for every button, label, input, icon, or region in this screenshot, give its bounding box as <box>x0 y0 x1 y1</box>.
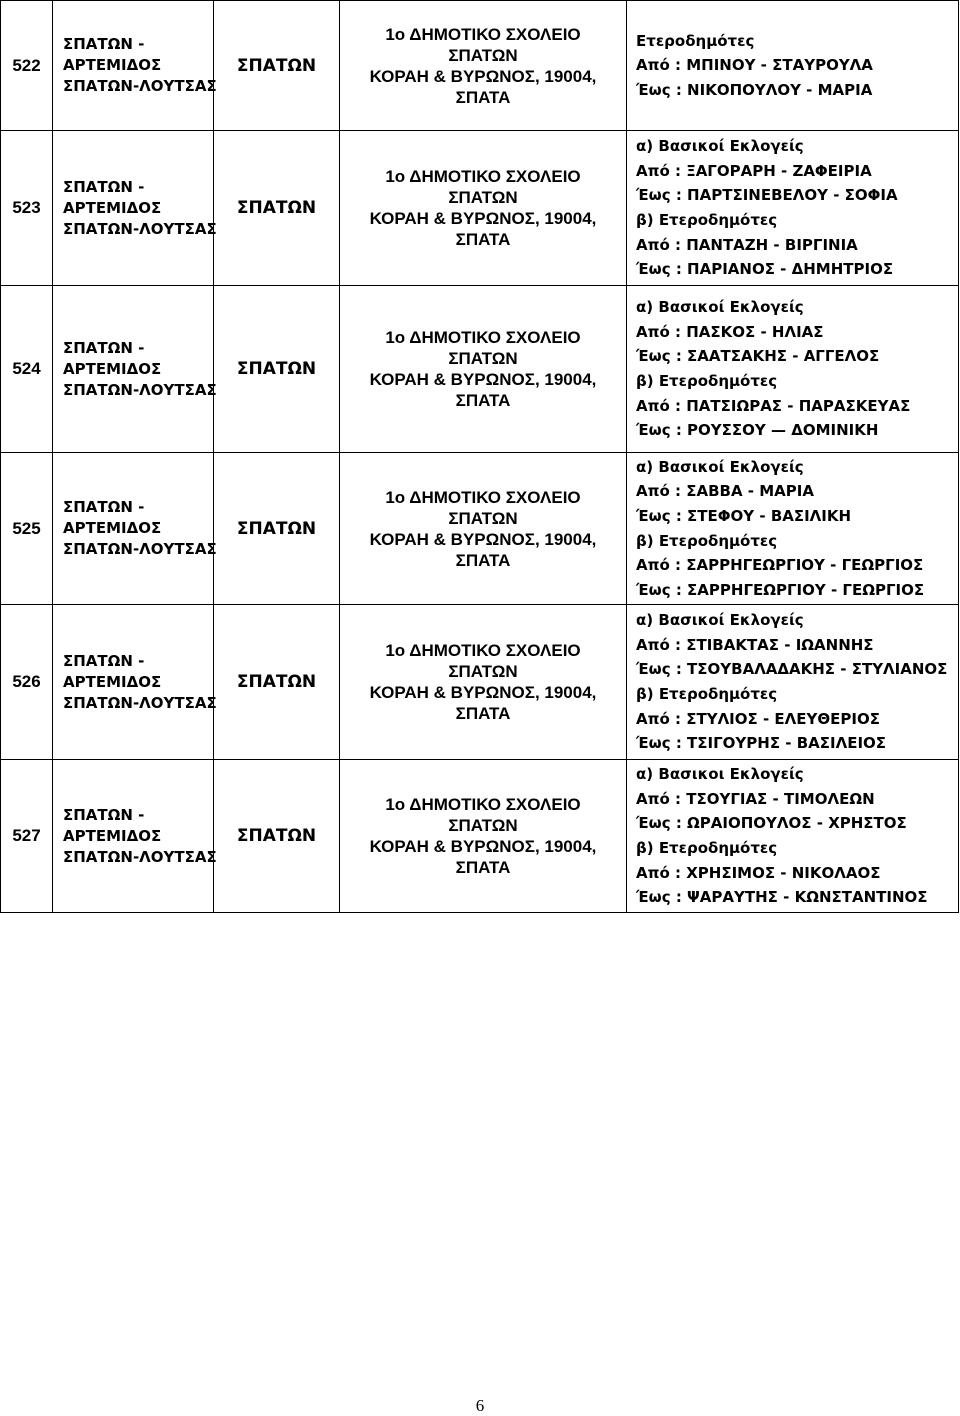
location-line: 1ο ΔΗΜΟΤΙΚΟ ΣΧΟΛΕΙΟ <box>385 641 581 660</box>
location-line: ΣΠΑΤΑ <box>455 230 511 249</box>
electoral-unit: ΣΠΑΤΩΝ <box>214 453 340 605</box>
voters-line: Έως : ΣΤΕΦΟΥ - ΒΑΣΙΛΙΚΗ <box>636 506 852 525</box>
voters-line: Από : ΞΑΓΟΡΑΡΗ - ΖΑΦΕΙΡΙΑ <box>636 161 872 180</box>
location-cell <box>340 1 627 131</box>
voters-line: β) Ετεροδημότες <box>636 372 778 390</box>
municipality-line: ΣΠΑΤΩΝ-ΛΟΥΤΣΑΣ <box>63 380 217 399</box>
voters-line: Έως : ΨΑΡΑΥΤΗΣ - ΚΩΝΣΤΑΝΤΙΝΟΣ <box>636 888 928 907</box>
municipality-line: ΣΠΑΤΩΝ - <box>63 805 145 824</box>
location-line: ΚΟΡΑΗ & ΒΥΡΩΝΟΣ, 19004, <box>369 529 597 549</box>
voters-line: Έως : ΣΑΑΤΣΑΚΗΣ - ΑΓΓΕΛΟΣ <box>636 347 880 366</box>
location-line: 1ο ΔΗΜΟΤΙΚΟ ΣΧΟΛΕΙΟ <box>385 487 581 507</box>
voters-range-cell <box>627 131 959 286</box>
page-number: 6 <box>475 1396 485 1415</box>
electoral-unit: ΣΠΑΤΩΝ <box>214 605 340 760</box>
location-line: 1ο ΔΗΜΟΤΙΚΟ ΣΧΟΛΕΙΟ <box>385 24 581 44</box>
station-number: 527 <box>1 760 53 913</box>
location-line: 1ο ΔΗΜΟΤΙΚΟ ΣΧΟΛΕΙΟ <box>385 328 581 347</box>
location-cell <box>340 286 627 453</box>
location-line: ΣΠΑΤΑ <box>455 550 511 570</box>
location-line: ΚΟΡΑΗ & ΒΥΡΩΝΟΣ, 19004, <box>369 837 597 856</box>
station-number: 525 <box>1 453 53 605</box>
location-line: 1ο ΔΗΜΟΤΙΚΟ ΣΧΟΛΕΙΟ <box>385 795 581 814</box>
municipality-cell <box>53 286 217 453</box>
voters-line: Έως : ΡΟΥΣΣΟΥ — ΔΟΜΙΝΙΚΗ <box>636 421 879 440</box>
voters-range-cell <box>627 453 959 605</box>
station-number: 524 <box>1 286 53 453</box>
location-line: ΣΠΑΤΑ <box>455 704 511 723</box>
voters-line: Έως : ΣΑΡΡΗΓΕΩΡΓΙΟΥ - ΓΕΩΡΓΙΟΣ <box>636 580 925 599</box>
location-line: ΚΟΡΑΗ & ΒΥΡΩΝΟΣ, 19004, <box>369 209 597 228</box>
electoral-unit: ΣΠΑΤΩΝ <box>214 131 340 286</box>
voters-range-cell <box>627 1 959 131</box>
electoral-unit: ΣΠΑΤΩΝ <box>214 760 340 913</box>
location-line: ΣΠΑΤΩΝ <box>448 45 518 65</box>
voters-line: α) Βασικοι Εκλογείς <box>636 765 804 784</box>
voters-line: Από : ΜΠΙΝΟΥ - ΣΤΑΥΡΟΥΛΑ <box>636 56 873 75</box>
electoral-unit: ΣΠΑΤΩΝ <box>214 1 340 131</box>
municipality-line: ΣΠΑΤΩΝ - <box>63 177 145 196</box>
location-line: 1ο ΔΗΜΟΤΙΚΟ ΣΧΟΛΕΙΟ <box>385 167 581 186</box>
table-row <box>1 1 959 131</box>
voters-line: Έως : ΠΑΡΙΑΝΟΣ - ΔΗΜΗΤΡΙΟΣ <box>636 260 894 279</box>
municipality-line: ΣΠΑΤΩΝ - <box>63 338 145 357</box>
location-line: ΣΠΑΤΩΝ <box>448 662 518 681</box>
location-cell <box>340 605 627 760</box>
table-row <box>1 453 959 605</box>
voters-line: Έως : ΤΣΟΥΒΑΛΑΔΑΚΗΣ - ΣΤΥΛΙΑΝΟΣ <box>636 660 948 679</box>
station-number: 526 <box>1 605 53 760</box>
voters-range-cell <box>627 760 959 913</box>
voters-line: β) Ετεροδημότες <box>636 531 778 550</box>
voters-line: Έως : ΩΡΑΙΟΠΟΥΛΟΣ - ΧΡΗΣΤΟΣ <box>636 814 907 833</box>
municipality-line: ΑΡΤΕΜΙΔΟΣ <box>63 198 162 217</box>
location-line: ΚΟΡΑΗ & ΒΥΡΩΝΟΣ, 19004, <box>369 370 597 389</box>
voters-line: Από : ΣΤΥΛΙΟΣ - ΕΛΕΥΘΕΡΙΟΣ <box>636 709 880 728</box>
station-number: 523 <box>1 131 53 286</box>
voters-line: α) Βασικοί Εκλογείς <box>636 298 804 317</box>
voters-line: β) Ετεροδημότες <box>636 839 778 857</box>
municipality-line: ΑΡΤΕΜΙΔΟΣ <box>63 826 162 845</box>
voters-line: Ετεροδημότες <box>636 31 755 50</box>
location-line: ΣΠΑΤΩΝ <box>448 508 518 528</box>
location-line: ΚΟΡΑΗ & ΒΥΡΩΝΟΣ, 19004, <box>369 66 597 86</box>
voters-line: Έως : ΤΣΙΓΟΥΡΗΣ - ΒΑΣΙΛΕΙΟΣ <box>636 734 887 753</box>
voters-line: Από : ΠΑΣΚΟΣ - ΗΛΙΑΣ <box>636 322 824 341</box>
voters-range-cell <box>627 286 959 453</box>
location-line: ΣΠΑΤΑ <box>455 87 511 107</box>
municipality-line: ΑΡΤΕΜΙΔΟΣ <box>63 359 162 378</box>
municipality-line: ΑΡΤΕΜΙΔΟΣ <box>63 56 162 74</box>
municipality-line: ΣΠΑΤΩΝ-ΛΟΥΤΣΑΣ <box>63 540 217 558</box>
municipality-line: ΣΠΑΤΩΝ-ΛΟΥΤΣΑΣ <box>63 219 217 238</box>
table-row <box>1 605 959 760</box>
municipality-line: ΣΠΑΤΩΝ - <box>63 35 145 53</box>
municipality-line: ΑΡΤΕΜΙΔΟΣ <box>63 672 162 691</box>
location-line: ΣΠΑΤΩΝ <box>448 349 518 368</box>
location-line: ΣΠΑΤΩΝ <box>448 816 518 835</box>
voters-line: α) Βασικοί Εκλογείς <box>636 457 804 476</box>
location-line: ΚΟΡΑΗ & ΒΥΡΩΝΟΣ, 19004, <box>369 683 597 702</box>
municipality-cell <box>53 760 217 913</box>
voters-line: α) Βασικοί Εκλογείς <box>636 137 804 156</box>
voters-line: Από : ΤΣΟΥΓΙΑΣ - ΤΙΜΟΛΕΩΝ <box>636 789 875 808</box>
municipality-line: ΣΠΑΤΩΝ - <box>63 651 145 670</box>
location-cell <box>340 453 627 605</box>
electoral-unit: ΣΠΑΤΩΝ <box>214 286 340 453</box>
voters-range-cell <box>627 605 959 760</box>
municipality-line: ΣΠΑΤΩΝ-ΛΟΥΤΣΑΣ <box>63 693 217 712</box>
table-row <box>1 131 959 286</box>
voters-line: Από : ΠΑΝΤΑΖΗ - ΒΙΡΓΙΝΙΑ <box>636 235 858 254</box>
municipality-line: ΣΠΑΤΩΝ-ΛΟΥΤΣΑΣ <box>63 847 217 866</box>
voters-line: Από : ΣΤΙΒΑΚΤΑΣ - ΙΩΑΝΝΗΣ <box>636 635 874 654</box>
municipality-cell <box>53 453 217 605</box>
municipality-line: ΑΡΤΕΜΙΔΟΣ <box>63 519 162 537</box>
location-line: ΣΠΑΤΑ <box>455 391 511 410</box>
voters-line: Από : ΣΑΡΡΗΓΕΩΡΓΙΟΥ - ΓΕΩΡΓΙΟΣ <box>636 556 924 575</box>
voters-line: Έως : ΝΙΚΟΠΟΥΛΟΥ - ΜΑΡΙΑ <box>636 80 873 99</box>
municipality-line: ΣΠΑΤΩΝ - <box>63 498 145 516</box>
table-row <box>1 286 959 453</box>
location-cell <box>340 131 627 286</box>
voters-line: Από : ΧΡΗΣΙΜΟΣ - ΝΙΚΟΛΑΟΣ <box>636 863 881 882</box>
voters-line: Από : ΠΑΤΣΙΩΡΑΣ - ΠΑΡΑΣΚΕΥΑΣ <box>636 396 911 415</box>
station-number: 522 <box>1 1 53 131</box>
municipality-cell <box>53 605 217 760</box>
location-cell <box>340 760 627 913</box>
location-line: ΣΠΑΤΑ <box>455 858 511 877</box>
location-line: ΣΠΑΤΩΝ <box>448 188 518 207</box>
voters-line: α) Βασικοί Εκλογείς <box>636 611 804 630</box>
table-row <box>1 760 959 913</box>
municipality-cell <box>53 1 217 131</box>
municipality-cell <box>53 131 217 286</box>
voters-line: β) Ετεροδημότες <box>636 211 778 229</box>
voters-line: β) Ετεροδημότες <box>636 685 778 703</box>
voters-line: Από : ΣΑΒΒΑ - ΜΑΡΙΑ <box>636 482 814 501</box>
municipality-line: ΣΠΑΤΩΝ-ΛΟΥΤΣΑΣ <box>63 77 217 95</box>
voters-line: Έως : ΠΑΡΤΣΙΝΕΒΕΛΟΥ - ΣΟΦΙΑ <box>636 186 898 205</box>
